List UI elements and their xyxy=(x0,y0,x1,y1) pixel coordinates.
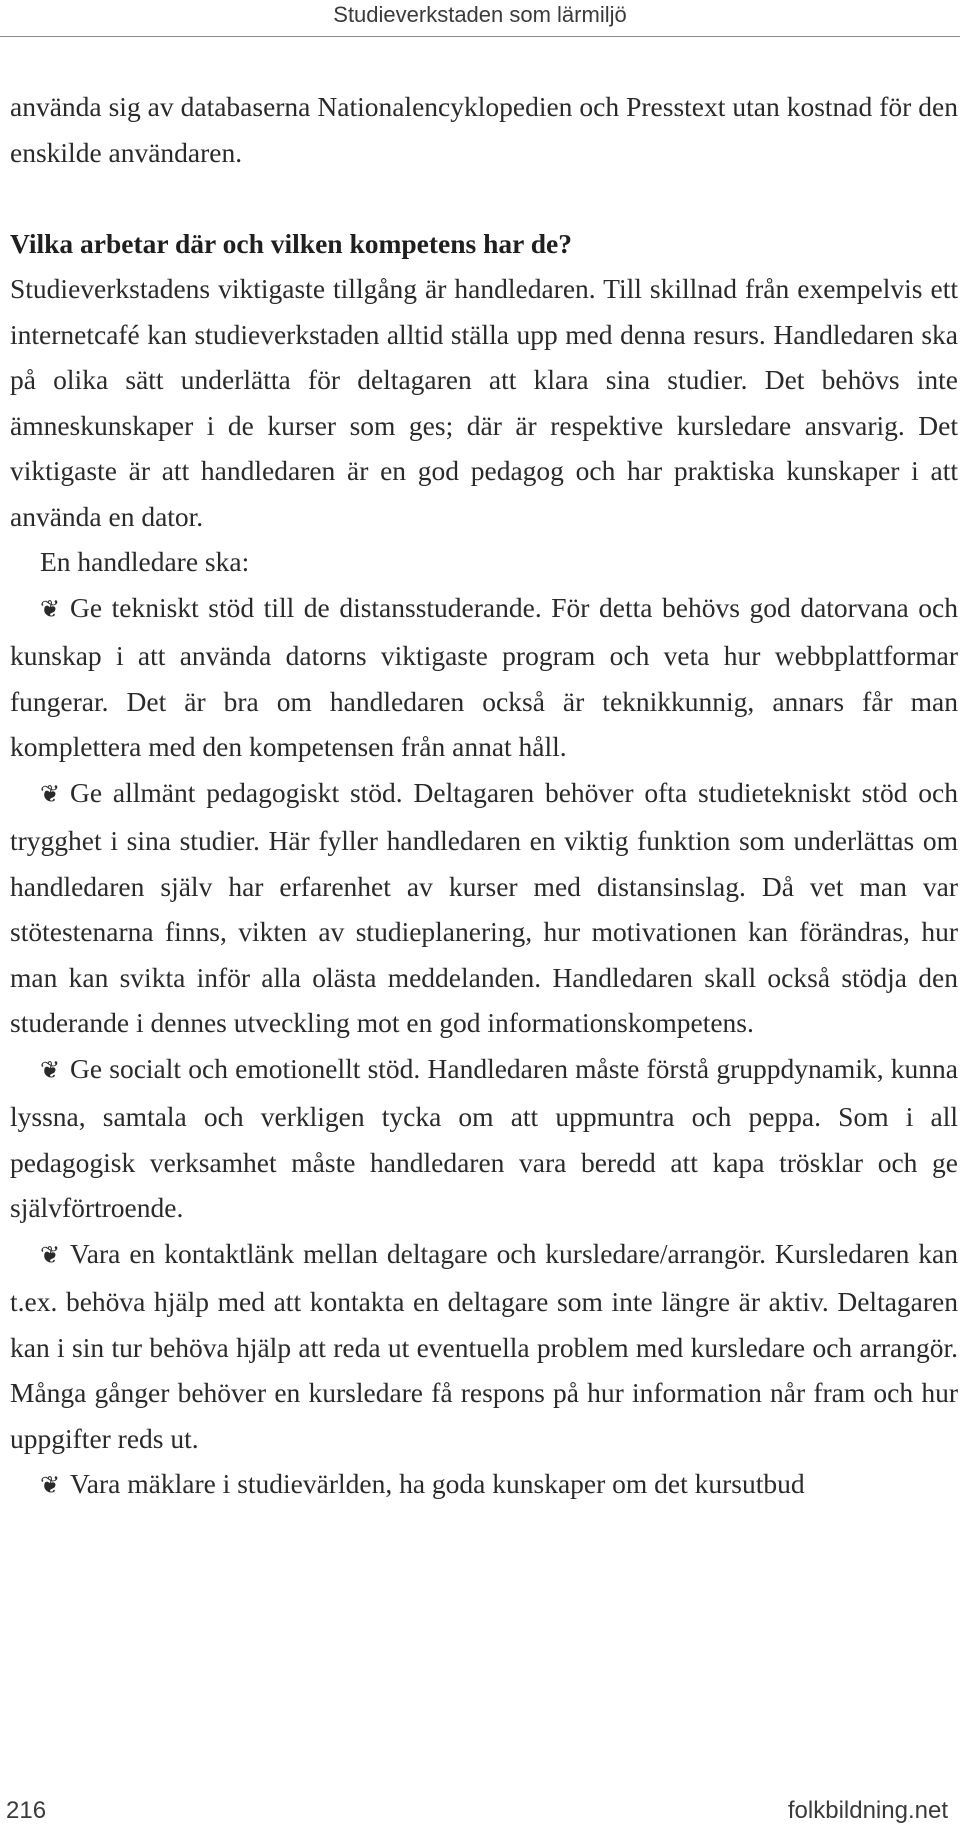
list-intro: En handledare ska: xyxy=(40,546,250,577)
bullet-text: Vara en kontaktlänk mellan deltagare och kursledare/arrangör. Kursledaren kan t.ex. behöva hjälp med att kontakta en deltagare som inte längre är aktiv. Deltagaren kan i sin tur behöva hjälp att reda ut eventuella problem med kursledare och arrangör. Många gånger behöver en kursledare få respons på hur information når fram och hur uppgifter reds ut. xyxy=(10,1237,958,1454)
site-name: folkbildning.net xyxy=(787,1797,948,1824)
heart-bullet-icon: ❦ xyxy=(40,1473,61,1499)
body-text xyxy=(10,84,958,1510)
intro-paragraph: använda sig av databaserna Nationalencyklopedien och Presstext utan kostnad för den enskilde användaren. xyxy=(10,91,958,168)
bullet-item xyxy=(10,770,958,1046)
bullet-text: Ge allmänt pedagogiskt stöd. Deltagaren behöver ofta studietekniskt stöd och trygghet i sina studier. Här fyller handledaren en viktig funktion som underlättas om handledaren själv har erfarenhet av kurser med distansinslag. Då vet man var stötestenarna finns, vikten av studieplanering, hur motivationen kan förändras, hur man kan svikta inför alla olästa meddelanden. Handledaren skall också stödja den studerande i dennes utveckling mot en god informationskompetens. xyxy=(10,776,958,1038)
bullet-text: Ge tekniskt stöd till de distansstuderande. För detta behövs god datorvana och kunskap i att använda datorns viktigaste program och veta hur webbplattformar fungerar. Det är bra om handledaren också är teknikkunnig, annars får man komplettera med den kompetensen från annat håll. xyxy=(10,591,958,762)
bullet-item xyxy=(10,585,958,770)
running-head xyxy=(0,0,960,36)
page-footer xyxy=(0,1794,960,1828)
bullet-text: Vara mäklare i studievärlden, ha goda kunskaper om det kursutbud xyxy=(70,1468,805,1499)
bullet-text: Ge socialt och emotionellt stöd. Handledaren måste förstå gruppdynamik, kunna lyssna, samtala och verkligen tycka om att uppmuntra och peppa. Som i all pedagogisk verksamhet måste handledaren vara beredd att kapa trösklar och ge självförtroende. xyxy=(10,1052,958,1223)
heart-bullet-icon: ❦ xyxy=(40,1242,61,1269)
bullet-item xyxy=(10,1461,958,1510)
body-paragraph: Studieverkstadens viktigaste tillgång är handledaren. Till skillnad från exempelvis ett internetcafé kan studieverkstaden alltid ställa upp med denna resurs. Handledaren ska på olika sätt underlätta för deltagaren att klara sina studier. Det behövs inte ämneskunskaper i de kurser som ges; där är respektive kursledare ansvarig. Det viktigaste är att handledaren är en god pedagog och har praktiska kunskaper i att använda en dator. xyxy=(10,273,958,532)
running-head-title: Studieverkstaden som lärmiljö xyxy=(333,2,627,27)
section-heading: Vilka arbetar där och vilken kompetens har de? xyxy=(10,227,573,259)
header-divider xyxy=(0,36,960,37)
heart-bullet-icon: ❦ xyxy=(40,781,61,808)
heart-bullet-icon: ❦ xyxy=(40,1057,61,1084)
heart-bullet-icon: ❦ xyxy=(40,596,61,623)
page-number: 216 xyxy=(6,1797,47,1824)
bullet-item xyxy=(10,1046,958,1231)
bullet-item xyxy=(10,1231,958,1462)
